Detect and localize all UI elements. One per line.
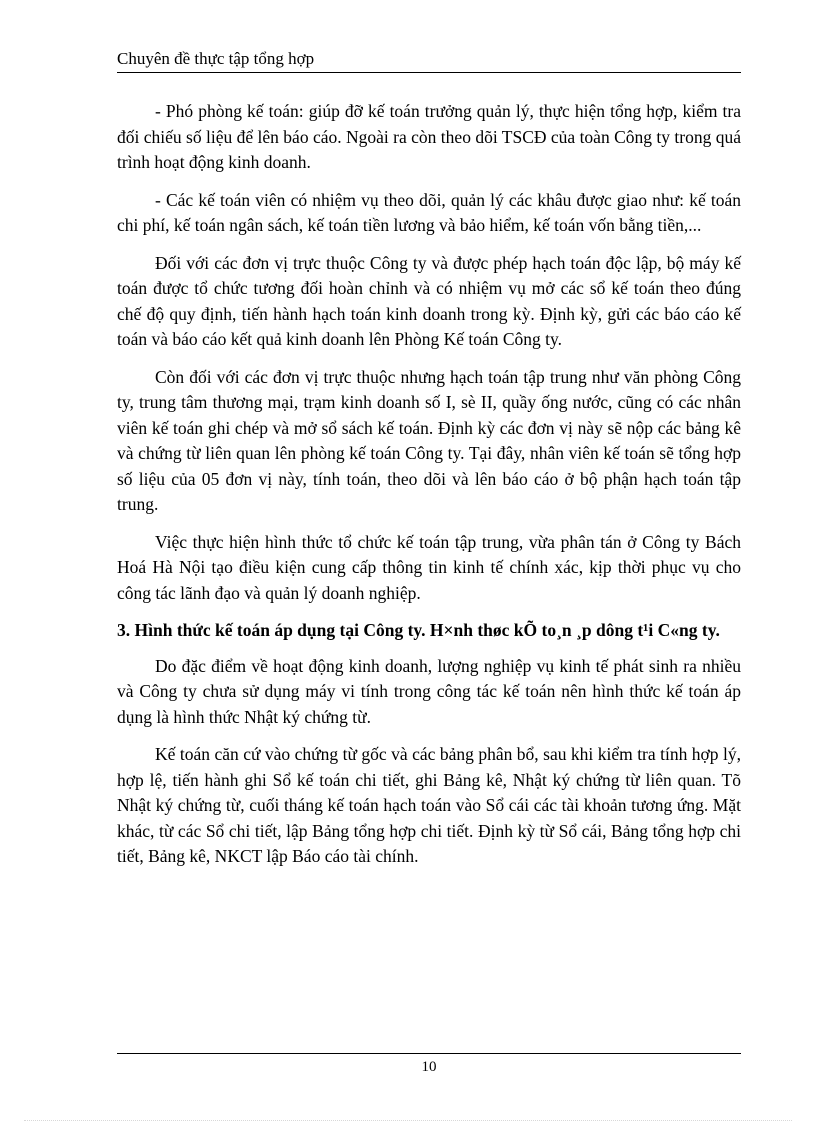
running-header-title: Chuyên đề thực tập tổng hợp [117, 49, 315, 68]
paragraph-accounting-process: Kế toán căn cứ vào chứng từ gốc và các bảng phân bổ, sau khi kiểm tra tính hợp lý, hợp lệ, tiến hành ghi Sổ kế toán chi tiết, ghi Bảng kê, Nhật ký chứng từ liên quan. Tõ Nhật ký chứng từ, cuối tháng kế toán hạch toán vào Sổ cái các tài khoản tương ứng. Mặt khác, từ các Sổ chi tiết, lập Bảng tổng hợp chi tiết. Định kỳ từ Sổ cái, Bảng tổng hợp chi tiết, Bảng kê, NKCT lập Báo cáo tài chính. [117, 744, 741, 866]
paragraph-centralized-units: Còn đối với các đơn vị trực thuộc nhưng hạch toán tập trung như văn phòng Công ty, trung tâm thương mại, trạm kinh doanh số I, sè II, quầy ống nước, cũng có các nhân viên kế toán ghi chép và mở sổ sách kế toán. Định kỳ các đơn vị này sẽ nộp các bảng kê và chứng từ liên quan lên phòng kế toán Công ty. Tại đây, nhân viên kế toán sẽ tổng hợp số liệu của 05 đơn vị này, tính toán, theo dõi và lên báo cáo ở bộ phận hạch toán tập trung. [117, 366, 741, 514]
paragraph-accounting-form: Do đặc điểm về hoạt động kinh doanh, lượng nghiệp vụ kinh tế phát sinh ra nhiều và Công ty chưa sử dụng máy vi tính trong công tác kế toán nên hình thức kế toán áp dụng là hình thức Nhật ký chứng từ. [117, 655, 741, 727]
footer-rule [117, 1053, 741, 1054]
page-number: 10 [421, 1059, 437, 1075]
paragraph-independent-units: Đối với các đơn vị trực thuộc Công ty và được phép hạch toán độc lập, bộ máy kế toán được tổ chức tương đối hoàn chỉnh và có nhiệm vụ mở các sổ kế toán theo đúng chế độ quy định, tiến hành hạch toán kinh doanh trong kỳ. Định kỳ, gửi các báo cáo kế toán và báo cáo kết quả kinh doanh lên Phòng Kế toán Công ty. [117, 252, 741, 349]
paragraph-accountants: - Các kế toán viên có nhiệm vụ theo dõi, quản lý các khâu được giao như: kế toán chi phí, kế toán ngân sách, kế toán tiền lương và bảo hiểm, kế toán vốn bằng tiền,... [117, 189, 741, 235]
page-bottom-edge [24, 1120, 792, 1121]
paragraph-organization-form: Việc thực hiện hình thức tổ chức kế toán tập trung, vừa phân tán ở Công ty Bách Hoá Hà Nội tạo điều kiện cung cấp thông tin kinh tế chính xác, kịp thời phục vụ cho công tác lãnh đạo và quản lý doanh nghiệp. [117, 531, 741, 603]
document-body [117, 99, 741, 882]
paragraph-deputy-head: - Phó phòng kế toán: giúp đỡ kế toán trưởng quản lý, thực hiện tổng hợp, kiểm tra đối chiếu số liệu để lên báo cáo. Ngoài ra còn theo dõi TSCĐ của toàn Công ty trong quá trình hoạt động kinh doanh. [117, 101, 741, 172]
section-heading: 3. Hình thức kế toán áp dụng tại Công ty. H×nh thøc kÕ to¸n ¸p dông t¹i C«ng ty. [117, 620, 720, 640]
running-header [117, 48, 741, 73]
